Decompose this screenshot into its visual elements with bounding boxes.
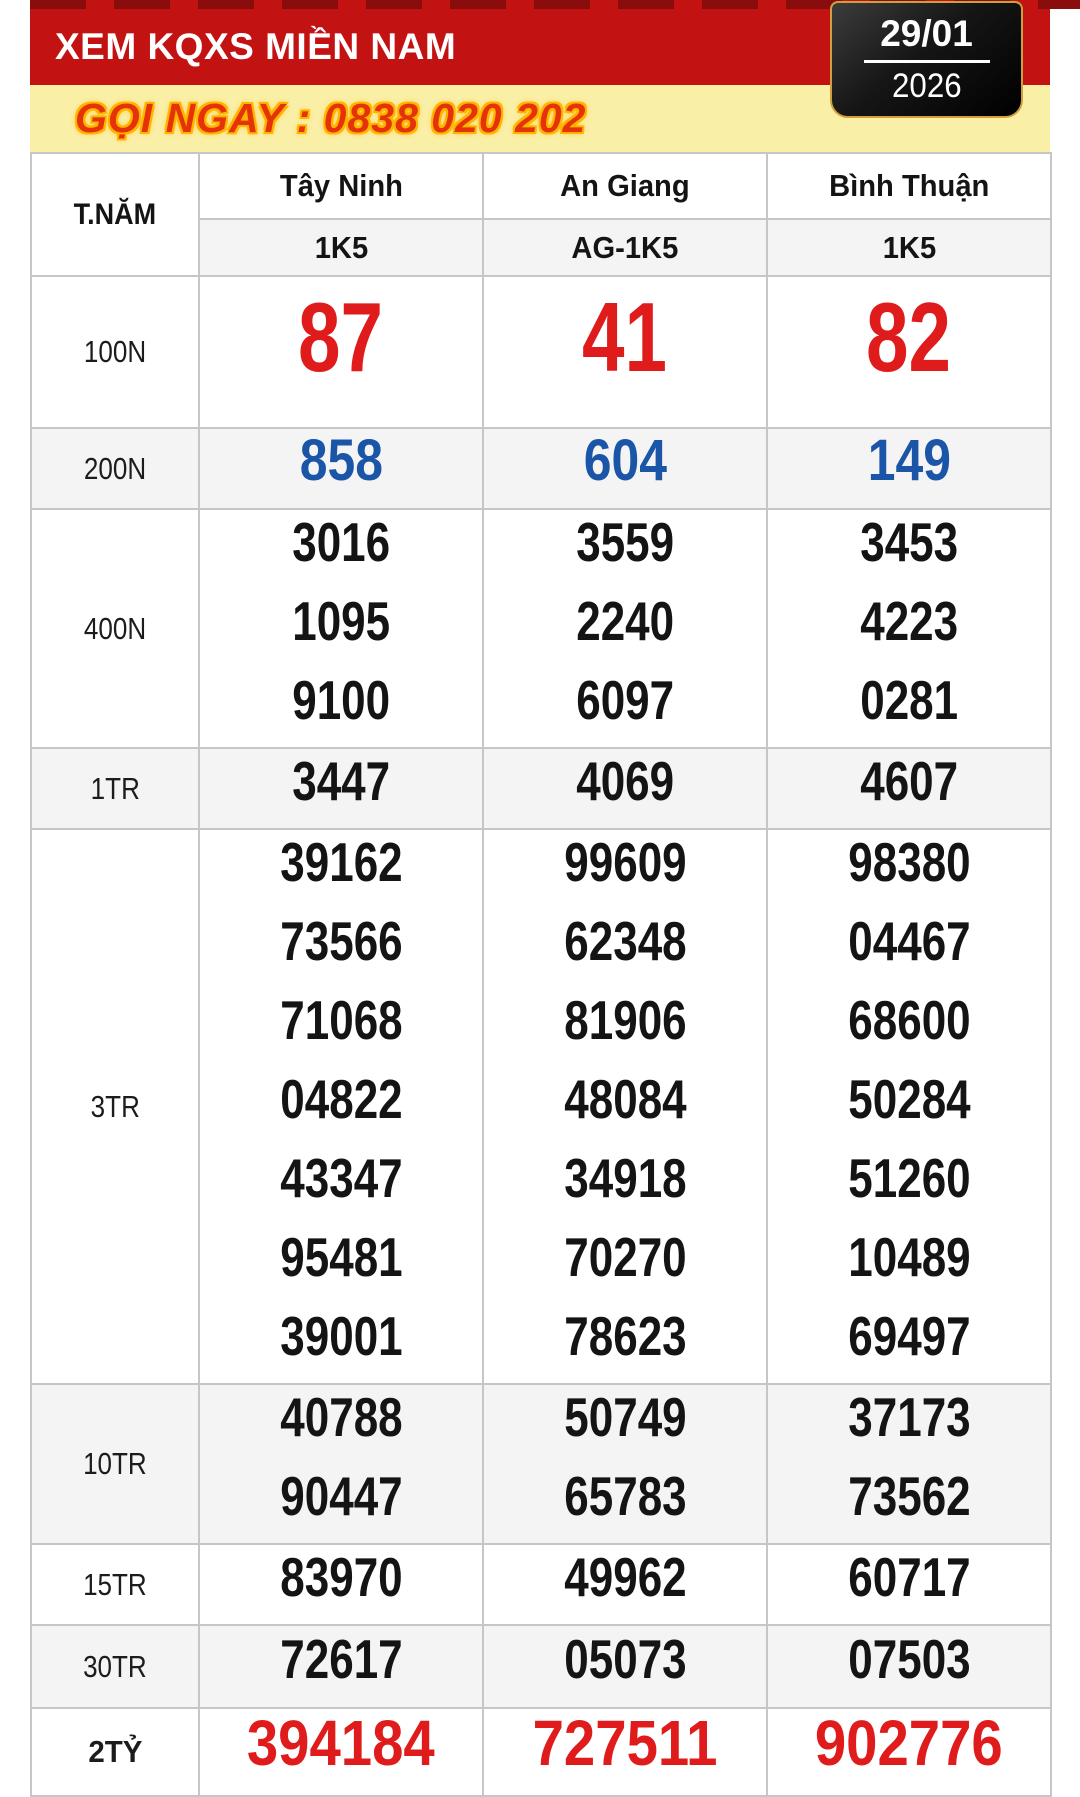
winning-number: 604 bbox=[583, 428, 667, 493]
tier-label bbox=[31, 1625, 199, 1708]
results-table bbox=[30, 152, 1052, 1797]
winning-number: 3447 bbox=[292, 750, 390, 812]
winning-number: 48084 bbox=[563, 1068, 687, 1130]
winning-number: 83970 bbox=[279, 1546, 403, 1608]
winning-number: 3559 bbox=[576, 511, 674, 573]
winning-number: 72617 bbox=[279, 1628, 403, 1690]
prize-row-2TỶ bbox=[31, 1708, 1051, 1796]
prize-row-100N bbox=[31, 276, 1051, 428]
result-cell bbox=[767, 1544, 1051, 1625]
tier-label-text: 2TỶ bbox=[87, 1734, 143, 1769]
page-title: XEM KQXS MIỀN NAM bbox=[55, 26, 457, 67]
tier-label bbox=[31, 428, 199, 509]
winning-number: 4069 bbox=[576, 750, 674, 812]
tier-label-text: 10TR bbox=[83, 1446, 147, 1481]
date-day: 29/01 bbox=[880, 13, 973, 55]
winning-number: 51260 bbox=[847, 1147, 971, 1209]
result-cell bbox=[767, 829, 1051, 1384]
winning-number: 99609 bbox=[563, 831, 687, 893]
winning-number: 65783 bbox=[563, 1465, 687, 1527]
hotline-link[interactable]: GỌI NGAY : 0838 020 202 bbox=[75, 95, 587, 141]
winning-number: 41 bbox=[582, 282, 668, 392]
winning-number: 71068 bbox=[279, 989, 403, 1051]
winning-number: 81906 bbox=[563, 989, 687, 1051]
winning-number: 07503 bbox=[847, 1628, 971, 1690]
result-cell bbox=[483, 509, 767, 748]
winning-number: 0281 bbox=[860, 669, 958, 731]
result-cell bbox=[767, 748, 1051, 829]
winning-number: 04467 bbox=[847, 910, 971, 972]
winning-number: 394184 bbox=[247, 1708, 435, 1779]
winning-number: 78623 bbox=[563, 1305, 687, 1367]
winning-number: 727511 bbox=[532, 1708, 718, 1779]
winning-number: 68600 bbox=[847, 989, 971, 1051]
province-header-an-giang bbox=[483, 153, 767, 219]
result-cell bbox=[199, 829, 483, 1384]
draw-code-binh-thuan bbox=[767, 219, 1051, 276]
result-cell bbox=[767, 276, 1051, 428]
winning-number: 40788 bbox=[279, 1386, 403, 1448]
winning-number: 50284 bbox=[847, 1068, 971, 1130]
tier-label-text: 100N bbox=[83, 334, 147, 369]
winning-number: 43347 bbox=[279, 1147, 403, 1209]
tier-label bbox=[31, 276, 199, 428]
winning-number: 3453 bbox=[860, 511, 958, 573]
result-cell bbox=[483, 1625, 767, 1708]
corner-header bbox=[31, 153, 199, 276]
result-cell bbox=[767, 1384, 1051, 1544]
winning-number: 6097 bbox=[576, 669, 674, 731]
winning-number: 87 bbox=[298, 282, 384, 392]
winning-number: 34918 bbox=[563, 1147, 687, 1209]
prize-row-400N bbox=[31, 509, 1051, 748]
province-name: Bình Thuận bbox=[828, 168, 990, 203]
tier-label bbox=[31, 1544, 199, 1625]
result-cell bbox=[483, 748, 767, 829]
winning-number: 62348 bbox=[563, 910, 687, 972]
winning-number: 9100 bbox=[292, 669, 390, 731]
result-cell bbox=[199, 1625, 483, 1708]
winning-number: 05073 bbox=[563, 1628, 687, 1690]
winning-number: 70270 bbox=[563, 1226, 687, 1288]
result-cell bbox=[483, 1544, 767, 1625]
winning-number: 37173 bbox=[847, 1386, 971, 1448]
tier-label-text: 400N bbox=[83, 610, 147, 646]
prize-row-200N bbox=[31, 428, 1051, 509]
winning-number: 98380 bbox=[847, 831, 971, 893]
winning-number: 39001 bbox=[279, 1305, 403, 1367]
prize-row-3TR bbox=[31, 829, 1051, 1384]
winning-number: 902776 bbox=[815, 1708, 1003, 1779]
result-cell bbox=[483, 829, 767, 1384]
province-name: An Giang bbox=[560, 168, 690, 203]
result-cell bbox=[199, 748, 483, 829]
winning-number: 3016 bbox=[292, 511, 390, 573]
result-cell bbox=[483, 276, 767, 428]
result-cell bbox=[483, 1708, 767, 1796]
tier-label-text: 30TR bbox=[83, 1648, 147, 1684]
province-header-binh-thuan bbox=[767, 153, 1051, 219]
winning-number: 50749 bbox=[563, 1386, 687, 1448]
winning-number: 4607 bbox=[860, 750, 958, 812]
tier-label-text: 200N bbox=[83, 450, 147, 486]
province-header-tay-ninh bbox=[199, 153, 483, 219]
winning-number: 10489 bbox=[847, 1226, 971, 1288]
winning-number: 4223 bbox=[860, 590, 958, 652]
result-cell bbox=[199, 1708, 483, 1796]
tier-label-text: 15TR bbox=[83, 1566, 147, 1602]
prize-row-15TR bbox=[31, 1544, 1051, 1625]
prize-row-30TR bbox=[31, 1625, 1051, 1708]
tier-label bbox=[31, 1708, 199, 1796]
result-cell bbox=[483, 428, 767, 509]
winning-number: 04822 bbox=[279, 1068, 403, 1130]
winning-number: 60717 bbox=[847, 1546, 971, 1608]
draw-code-an-giang bbox=[483, 219, 767, 276]
result-cell bbox=[199, 276, 483, 428]
winning-number: 39162 bbox=[279, 831, 403, 893]
draw-code: AG-1K5 bbox=[571, 229, 679, 265]
corner-label: T.NĂM bbox=[73, 197, 157, 231]
winning-number: 73566 bbox=[279, 910, 403, 972]
result-cell bbox=[199, 509, 483, 748]
winning-number: 73562 bbox=[847, 1465, 971, 1527]
prize-row-1TR bbox=[31, 748, 1051, 829]
result-cell bbox=[199, 1544, 483, 1625]
tier-label bbox=[31, 509, 199, 748]
winning-number: 49962 bbox=[563, 1546, 687, 1608]
tier-label bbox=[31, 1384, 199, 1544]
result-cell bbox=[199, 1384, 483, 1544]
province-name: Tây Ninh bbox=[279, 168, 403, 203]
tier-label bbox=[31, 748, 199, 829]
winning-number: 69497 bbox=[847, 1305, 971, 1367]
result-cell bbox=[767, 509, 1051, 748]
result-cell bbox=[767, 1625, 1051, 1708]
date-divider bbox=[864, 60, 990, 63]
prize-row-10TR bbox=[31, 1384, 1051, 1544]
result-cell bbox=[199, 428, 483, 509]
draw-code: 1K5 bbox=[314, 229, 368, 265]
tier-label-text: 1TR bbox=[90, 770, 140, 806]
result-cell bbox=[767, 1708, 1051, 1796]
winning-number: 858 bbox=[299, 428, 383, 493]
winning-number: 95481 bbox=[279, 1226, 403, 1288]
date-year: 2026 bbox=[891, 67, 962, 105]
winning-number: 90447 bbox=[279, 1465, 403, 1527]
result-cell bbox=[767, 428, 1051, 509]
tier-label bbox=[31, 829, 199, 1384]
winning-number: 82 bbox=[866, 282, 952, 392]
results-body bbox=[31, 276, 1051, 1796]
result-cell bbox=[483, 1384, 767, 1544]
draw-code-tay-ninh bbox=[199, 219, 483, 276]
winning-number: 1095 bbox=[292, 590, 390, 652]
draw-code: 1K5 bbox=[882, 229, 936, 265]
date-picker[interactable] bbox=[830, 1, 1023, 118]
tier-label-text: 3TR bbox=[90, 1088, 140, 1124]
winning-number: 149 bbox=[867, 428, 951, 493]
results-header bbox=[31, 153, 1051, 276]
winning-number: 2240 bbox=[576, 590, 674, 652]
